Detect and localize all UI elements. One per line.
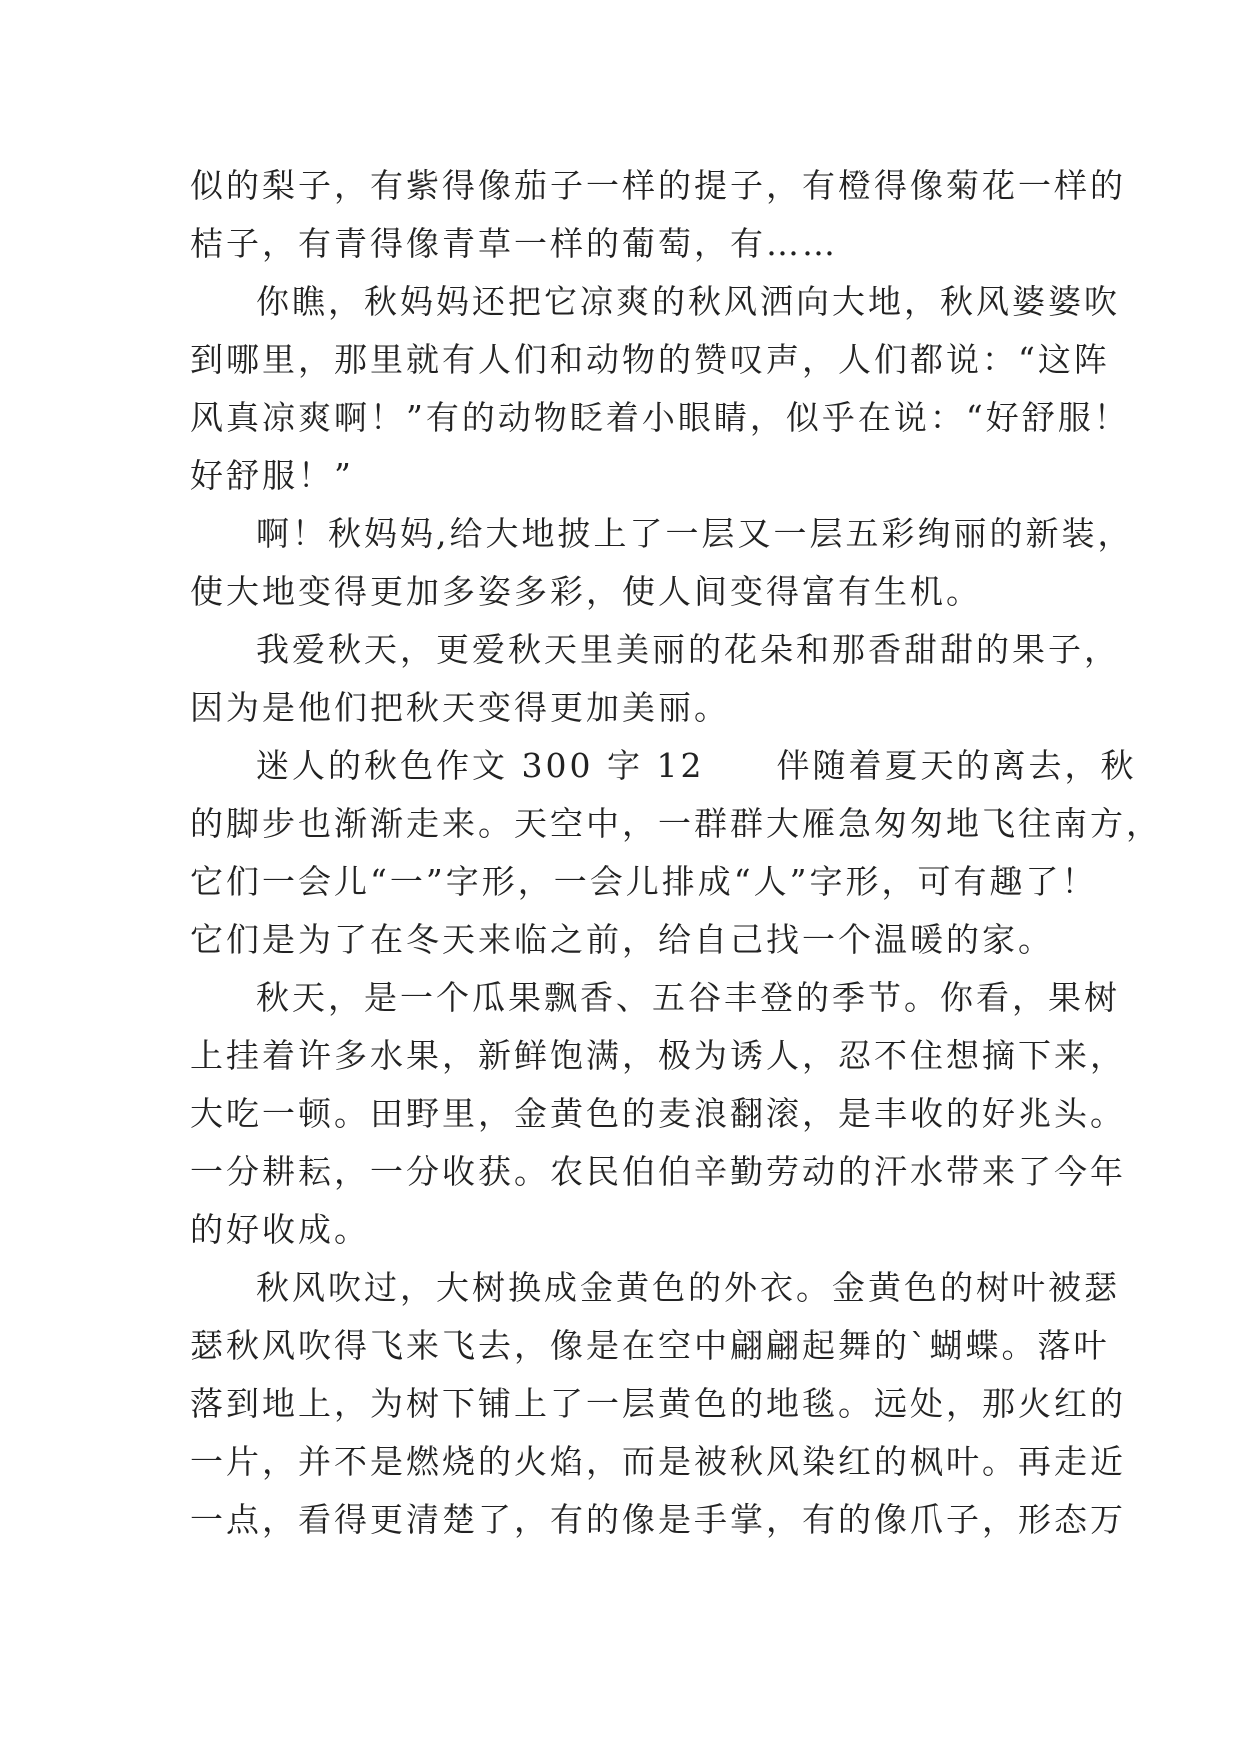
text-line: 瑟秋风吹得飞来飞去，像是在空中翩翩起舞的`蝴蝶。落叶 (190, 1326, 1110, 1365)
text-line: 啊！秋妈妈,给大地披上了一层又一层五彩绚丽的新装， (256, 514, 1134, 553)
text-line: 到哪里，那里就有人们和动物的赞叹声，人们都说：“这阵 (190, 340, 1110, 379)
text-line: 一片，并不是燃烧的火焰，而是被秋风染红的枫叶。再走近 (190, 1442, 1126, 1481)
text-line: 你瞧，秋妈妈还把它凉爽的秋风洒向大地，秋风婆婆吹 (256, 282, 1120, 321)
text-line: 的脚步也渐渐走来。天空中，一群群大雁急匆匆地飞往南方， (190, 804, 1162, 843)
text-line: 一点，看得更清楚了，有的像是手掌，有的像爪子，形态万 (190, 1500, 1126, 1539)
essay-body (190, 157, 1162, 1549)
text-line: 上挂着许多水果，新鲜饱满，极为诱人，忍不住想摘下来， (190, 1036, 1126, 1075)
text-line: 的好收成。 (190, 1210, 370, 1249)
text-line: 风真凉爽啊！”有的动物眨着小眼睛，似乎在说：“好舒服！ (190, 398, 1130, 437)
text-line: 落到地上，为树下铺上了一层黄色的地毯。远处，那火红的 (190, 1384, 1126, 1423)
text-line: 我爱秋天，更爱秋天里美丽的花朵和那香甜甜的果子， (256, 630, 1120, 669)
text-line: 一分耕耘，一分收获。农民伯伯辛勤劳动的汗水带来了今年 (190, 1152, 1126, 1191)
text-line: 似的梨子，有紫得像茄子一样的提子，有橙得像菊花一样的 (190, 166, 1126, 205)
text-line: 桔子，有青得像青草一样的葡萄，有…… (190, 224, 838, 263)
text-line: 因为是他们把秋天变得更加美丽。 (190, 688, 730, 727)
text-line: 好舒服！” (190, 456, 354, 495)
text-line: 使大地变得更加多姿多彩，使人间变得富有生机。 (190, 572, 982, 611)
text-line: 迷人的秋色作文 300 字 12 伴随着夏天的离去，秋 (256, 746, 1137, 785)
text-line: 大吃一顿。田野里，金黄色的麦浪翻滚，是丰收的好兆头。 (190, 1094, 1126, 1133)
text-line: 它们一会儿“一”字形，一会儿排成“人”字形，可有趣了！ (190, 862, 1098, 901)
text-line: 秋风吹过，大树换成金黄色的外衣。金黄色的树叶被瑟 (256, 1268, 1120, 1307)
text-line: 它们是为了在冬天来临之前，给自己找一个温暖的家。 (190, 920, 1054, 959)
text-line: 秋天，是一个瓜果飘香、五谷丰登的季节。你看，果树 (256, 978, 1120, 1017)
